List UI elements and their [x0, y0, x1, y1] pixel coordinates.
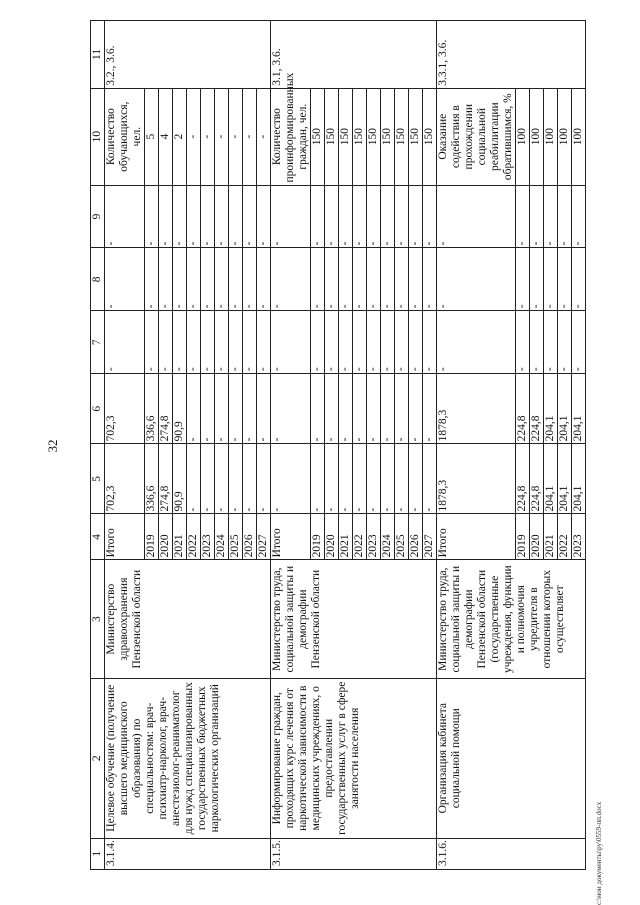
amount-cell: - [257, 311, 271, 374]
amount-cell: - [558, 248, 572, 311]
amount-cell: - [530, 248, 544, 311]
indicator-value: 100 [530, 88, 544, 185]
year-cell: 2021 [173, 514, 187, 560]
amount-cell: - [311, 444, 325, 514]
amount-cell: 204,1 [558, 374, 572, 444]
footer-path: c:\мои документы\ру\0559-пп.docx [595, 801, 603, 905]
indicator-value: - [215, 88, 229, 185]
amount-cell: 204,1 [572, 374, 586, 444]
amount-cell: 1878,3 [437, 444, 516, 514]
amount-cell: - [544, 185, 558, 248]
amount-cell: - [367, 444, 381, 514]
amount-cell: - [367, 374, 381, 444]
indicator-value: 150 [423, 88, 437, 185]
page-number: 32 [45, 439, 60, 453]
year-cell: 2023 [201, 514, 215, 560]
amount-cell: - [311, 185, 325, 248]
amount-cell: - [105, 248, 145, 311]
amount-cell: - [229, 185, 243, 248]
indicator-value: 150 [381, 88, 395, 185]
amount-cell: 90,9 [173, 374, 187, 444]
amount-cell: 1878,3 [437, 374, 516, 444]
amount-cell: - [572, 185, 586, 248]
amount-cell: 224,8 [516, 374, 530, 444]
amount-cell: 702,3 [105, 374, 145, 444]
amount-cell: - [145, 185, 159, 248]
amount-cell: - [544, 311, 558, 374]
amount-cell: - [325, 185, 339, 248]
amount-cell: - [353, 248, 367, 311]
amount-cell: - [395, 185, 409, 248]
activity-name: Целевое обучение (получение высшего медицинского образования) по специальностям: врач-психиатр-нарколог, врач-анестезиолог-реаниматолог для нужд специализированных государственных бюджетных наркологических организаций [105, 678, 271, 838]
amount-cell: - [229, 311, 243, 374]
column-number: 1 [91, 838, 105, 869]
amount-cell: - [325, 444, 339, 514]
amount-cell: - [409, 248, 423, 311]
indicator-value: 100 [544, 88, 558, 185]
amount-cell: - [423, 444, 437, 514]
amount-cell: - [159, 248, 173, 311]
indicator-label: Количество проинформированных граждан, чел. [271, 72, 309, 183]
amount-cell: - [339, 444, 353, 514]
column-number: 9 [91, 185, 105, 248]
amount-cell: - [311, 311, 325, 374]
indicator-value: 4 [159, 88, 173, 185]
amount-cell: - [105, 185, 145, 248]
indicator-value: 150 [395, 88, 409, 185]
amount-cell: - [395, 311, 409, 374]
amount-cell: - [381, 248, 395, 311]
amount-cell: - [187, 374, 201, 444]
amount-cell: - [271, 311, 311, 374]
amount-cell: - [395, 444, 409, 514]
indicator-cell [271, 72, 311, 185]
indicator-value: 100 [558, 88, 572, 185]
amount-cell: - [187, 444, 201, 514]
amount-cell: - [215, 444, 229, 514]
column-number: 2 [91, 678, 105, 838]
table-body [91, 21, 586, 870]
indicator-value: - [187, 88, 201, 185]
amount-cell: - [353, 185, 367, 248]
amount-cell: - [381, 185, 395, 248]
amount-cell: - [257, 185, 271, 248]
amount-cell: - [558, 311, 572, 374]
year-cell: 2023 [572, 514, 586, 560]
amount-cell: - [201, 374, 215, 444]
amount-cell: - [381, 444, 395, 514]
amount-cell: - [201, 185, 215, 248]
year-cell: 2021 [544, 514, 558, 560]
indicator-cell [437, 88, 516, 185]
year-cell: 2022 [187, 514, 201, 560]
year-cell: 2020 [530, 514, 544, 560]
amount-cell: 224,8 [530, 374, 544, 444]
amount-cell: - [367, 185, 381, 248]
indicator-value: 2 [173, 88, 187, 185]
amount-cell: - [229, 248, 243, 311]
amount-cell: - [257, 248, 271, 311]
activity-code: 3.1.5. [271, 838, 437, 869]
year-cell: 2022 [353, 514, 367, 560]
indicator-value: 100 [516, 88, 530, 185]
amount-cell: - [381, 374, 395, 444]
year-cell: Итого [105, 514, 145, 560]
amount-cell: - [353, 311, 367, 374]
amount-cell: - [271, 374, 311, 444]
column-number: 5 [91, 444, 105, 514]
amount-cell: - [325, 374, 339, 444]
year-cell: 2019 [311, 514, 325, 560]
year-cell: 2025 [229, 514, 243, 560]
amount-cell: - [271, 444, 311, 514]
amount-cell: - [381, 311, 395, 374]
amount-cell: - [159, 311, 173, 374]
indicator-value: 150 [311, 88, 325, 185]
indicator-value: 5 [145, 88, 159, 185]
amount-cell: - [187, 248, 201, 311]
amount-cell: - [173, 311, 187, 374]
amount-cell: 224,8 [516, 444, 530, 514]
amount-cell: - [215, 185, 229, 248]
amount-cell: 224,8 [530, 444, 544, 514]
activity-code: 3.1.6. [437, 838, 586, 869]
indicator-value: 150 [367, 88, 381, 185]
amount-cell: 204,1 [558, 444, 572, 514]
amount-cell: - [173, 248, 187, 311]
amount-cell: - [423, 248, 437, 311]
year-cell: 2027 [423, 514, 437, 560]
amount-cell: - [201, 444, 215, 514]
amount-cell: - [339, 248, 353, 311]
amount-cell: - [544, 248, 558, 311]
amount-cell: - [423, 374, 437, 444]
indicator-value: - [201, 88, 215, 185]
amount-cell: - [530, 185, 544, 248]
amount-cell: - [201, 311, 215, 374]
amount-cell: - [423, 185, 437, 248]
amount-cell: - [271, 185, 311, 248]
year-cell: 2024 [215, 514, 229, 560]
amount-cell: - [367, 248, 381, 311]
amount-cell: - [173, 185, 187, 248]
year-cell: 2024 [381, 514, 395, 560]
indicator-value: - [229, 88, 243, 185]
executor-cell: Министерство труда, социальной защиты и демографии Пензенской области [271, 560, 437, 679]
table-row [437, 21, 516, 870]
year-cell: 2026 [243, 514, 257, 560]
amount-cell: - [409, 374, 423, 444]
header-row [91, 21, 105, 870]
amount-cell: - [105, 311, 145, 374]
amount-cell: - [409, 444, 423, 514]
amount-cell: - [145, 311, 159, 374]
column-number: 3 [91, 560, 105, 679]
amount-cell: - [558, 185, 572, 248]
indicator-value: 150 [353, 88, 367, 185]
amount-cell: 274,8 [159, 444, 173, 514]
amount-cell: - [339, 185, 353, 248]
amount-cell: - [325, 248, 339, 311]
indicator-label: Количество обучающихся, чел. [105, 101, 143, 172]
year-cell: 2027 [257, 514, 271, 560]
year-cell: 2022 [558, 514, 572, 560]
amount-cell: - [271, 248, 311, 311]
amount-cell: - [325, 311, 339, 374]
amount-cell: - [311, 248, 325, 311]
amount-cell: - [437, 311, 516, 374]
year-cell: 2019 [145, 514, 159, 560]
column-number: 4 [91, 514, 105, 560]
reference-cell: 3.2., 3.6. [105, 21, 271, 89]
executor-cell: Министерство здравоохранения Пензенской области [105, 560, 271, 679]
indicator-label: Оказание содействия в прохождении социальной реабилитации обратившимся, % [437, 93, 514, 181]
year-cell: 2023 [367, 514, 381, 560]
amount-cell: - [516, 248, 530, 311]
column-number: 6 [91, 374, 105, 444]
amount-cell: - [437, 248, 516, 311]
year-cell: 2026 [409, 514, 423, 560]
program-activities-table [90, 20, 586, 870]
amount-cell: - [353, 374, 367, 444]
activity-name: Организация кабинета социальной помощи [437, 678, 586, 838]
year-cell: 2020 [159, 514, 173, 560]
amount-cell: - [572, 311, 586, 374]
reference-cell: 3.3.1, 3.6. [437, 21, 586, 89]
amount-cell: 702,3 [105, 444, 145, 514]
amount-cell: - [229, 444, 243, 514]
year-cell: Итого [437, 514, 516, 560]
amount-cell: - [353, 444, 367, 514]
year-cell: 2019 [516, 514, 530, 560]
amount-cell: - [243, 444, 257, 514]
amount-cell: - [257, 444, 271, 514]
amount-cell: 336,6 [145, 374, 159, 444]
amount-cell: - [243, 185, 257, 248]
amount-cell: - [243, 374, 257, 444]
amount-cell: - [395, 248, 409, 311]
activity-code: 3.1.4. [105, 838, 271, 869]
amount-cell: 336,6 [145, 444, 159, 514]
reference-cell: 3.1, 3.6. [271, 21, 437, 89]
amount-cell: - [243, 248, 257, 311]
amount-cell: - [530, 311, 544, 374]
amount-cell: - [367, 311, 381, 374]
column-number: 7 [91, 311, 105, 374]
amount-cell: 90,9 [173, 444, 187, 514]
amount-cell: - [187, 311, 201, 374]
year-cell: 2021 [339, 514, 353, 560]
indicator-value: 150 [339, 88, 353, 185]
amount-cell: - [229, 374, 243, 444]
column-number: 11 [91, 21, 105, 89]
indicator-value: 150 [325, 88, 339, 185]
indicator-cell [105, 88, 145, 185]
amount-cell: - [187, 185, 201, 248]
amount-cell: - [409, 185, 423, 248]
indicator-value: - [257, 88, 271, 185]
amount-cell: - [423, 311, 437, 374]
amount-cell: 204,1 [572, 444, 586, 514]
amount-cell: - [339, 311, 353, 374]
indicator-value: - [243, 88, 257, 185]
rotated-table-wrapper [90, 20, 590, 870]
amount-cell: - [201, 248, 215, 311]
amount-cell: - [215, 311, 229, 374]
amount-cell: - [243, 311, 257, 374]
amount-cell: - [437, 185, 516, 248]
amount-cell: - [215, 248, 229, 311]
table-row [105, 21, 145, 870]
indicator-value: 100 [572, 88, 586, 185]
amount-cell: 274,8 [159, 374, 173, 444]
amount-cell: - [311, 374, 325, 444]
column-number: 8 [91, 248, 105, 311]
amount-cell: - [145, 248, 159, 311]
column-number: 10 [91, 88, 105, 185]
year-cell: 2020 [325, 514, 339, 560]
amount-cell: - [409, 311, 423, 374]
amount-cell: - [215, 374, 229, 444]
amount-cell: 204,1 [544, 374, 558, 444]
indicator-value: 150 [409, 88, 423, 185]
amount-cell: 204,1 [544, 444, 558, 514]
amount-cell: - [572, 248, 586, 311]
amount-cell: - [159, 185, 173, 248]
year-cell: Итого [271, 514, 311, 560]
amount-cell: - [395, 374, 409, 444]
amount-cell: - [516, 185, 530, 248]
table-row [271, 21, 311, 870]
amount-cell: - [516, 311, 530, 374]
activity-name: Информирование граждан, проходящих курс лечения от наркотической зависимости в медицинских учреждениях, о предоставлении государственных услуг в сфере занятости населения [271, 678, 437, 838]
amount-cell: - [339, 374, 353, 444]
executor-cell: Министерство труда, социальной защиты и демографии Пензенской области (государственные учреждения, функции и полномочия учредителя в отношении которых осуществляет [437, 560, 586, 679]
year-cell: 2025 [395, 514, 409, 560]
amount-cell: - [257, 374, 271, 444]
